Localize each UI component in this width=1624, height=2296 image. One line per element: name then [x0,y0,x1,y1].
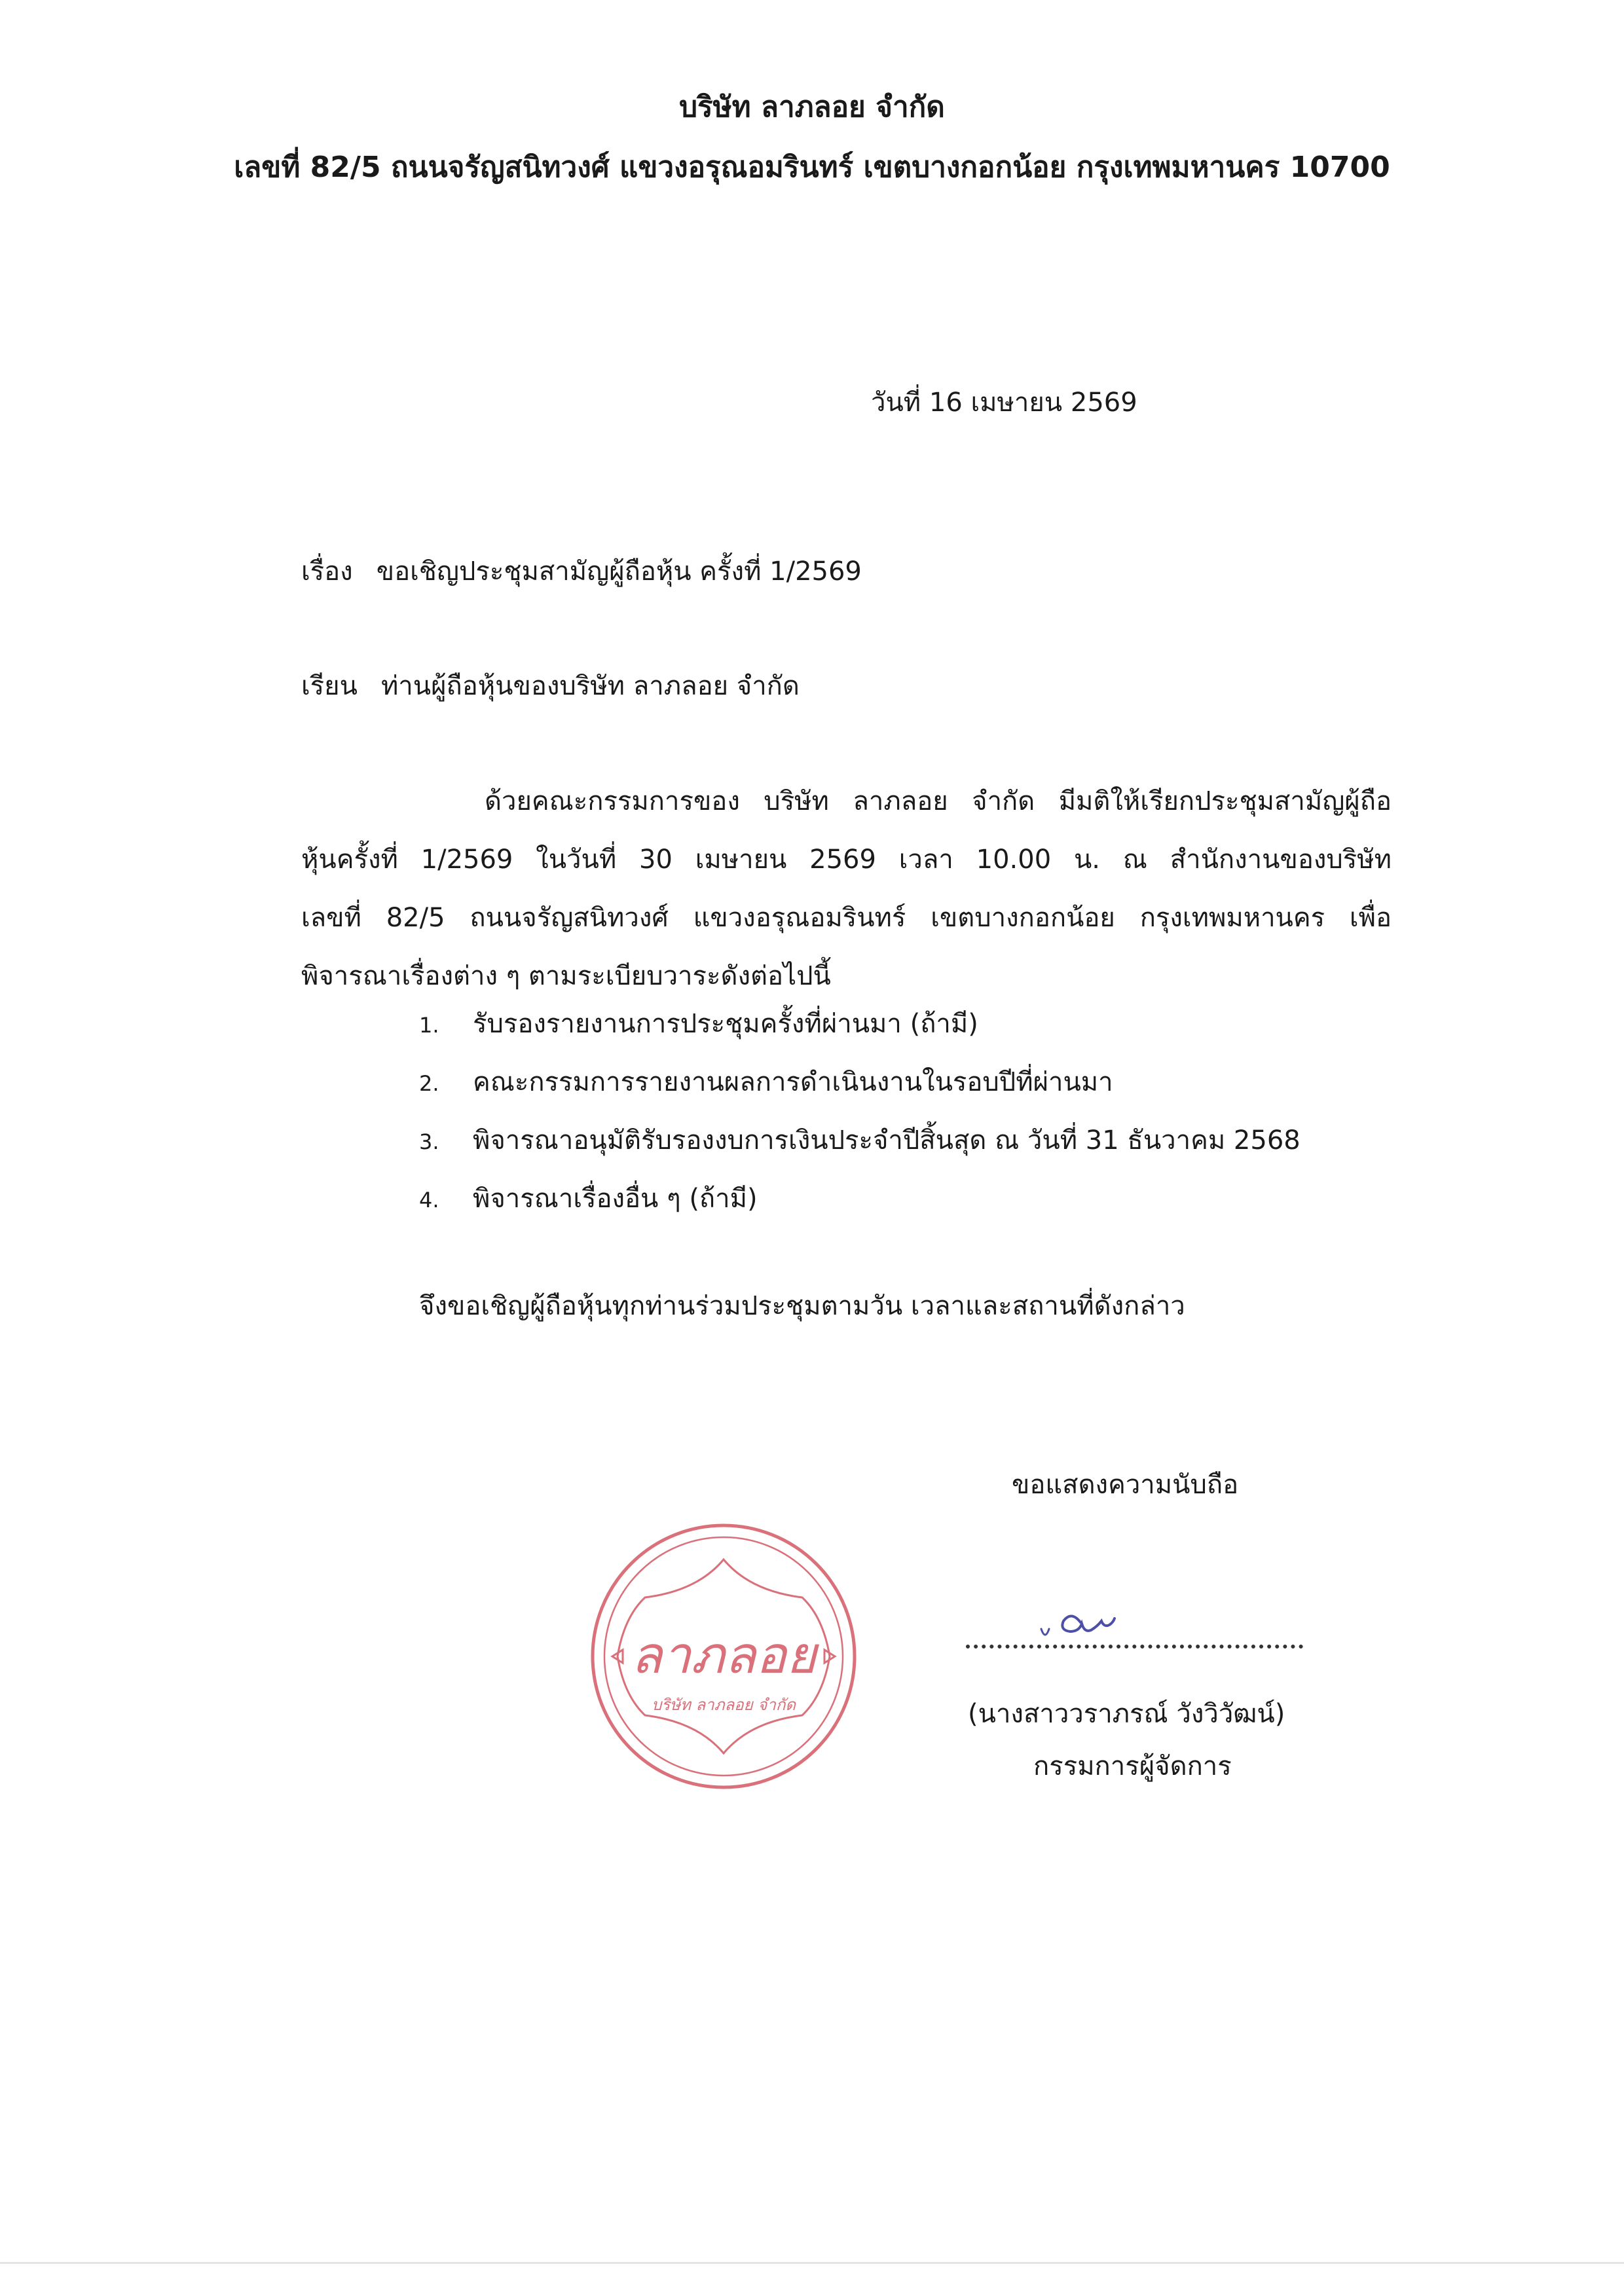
body-line: หุ้นครั้งที่ 1/2569 ในวันที่ 30 เมษายน 2569 เวลา 10.00 น. ณ สำนักงานของบริษัท [301,845,1392,875]
agenda-item [419,995,1301,1053]
agenda-item [419,1053,1301,1112]
subject-text: ขอเชิญประชุมสามัญผู้ถือหุ้น ครั้งที่ 1/2569 [376,556,862,587]
company-seal [586,1519,861,1794]
agenda-list [419,995,1301,1228]
agenda-item [419,1112,1301,1170]
agenda-number: 4. [419,1188,439,1212]
closing-line: จึงขอเชิญผู้ถือหุ้นทุกท่านร่วมประชุมตามวัน เวลาและสถานที่ดังกล่าว [419,1291,1185,1321]
agenda-text: พิจารณาเรื่องอื่น ๆ (ถ้ามี) [473,1184,758,1214]
body-paragraph [301,773,1392,1006]
scan-edge-line [0,2262,1624,2264]
seal-logo-text: ลาภลอย [631,1626,817,1685]
agenda-item [419,1170,1301,1228]
letter-date: วันที่ 16 เมษายน 2569 [871,388,1137,418]
agenda-number: 2. [419,1071,439,1096]
subject-label: เรื่อง [301,556,353,587]
regards-line: ขอแสดงความนับถือ [1012,1470,1239,1500]
signer-name: (นางสาววราภรณ์ วังวิวัฒน์) [968,1699,1285,1729]
agenda-text: พิจารณาอนุมัติรับรองงบการเงินประจำปีสิ้นสุด ณ วันที่ 31 ธันวาคม 2568 [473,1125,1301,1156]
salutation-line [301,665,800,706]
company-address: เลขที่ 82/5 ถนนจรัญสนิทวงศ์ แขวงอรุณอมรินทร์ เขตบางกอกน้อย กรุงเทพมหานคร 10700 [234,151,1390,184]
signature-line [966,1642,1303,1649]
salutation-text: ท่านผู้ถือหุ้นของบริษัท ลาภลอย จำกัด [380,671,800,701]
seal-company-text: บริษัท ลาภลอย จำกัด [652,1696,796,1714]
body-line: เลขที่ 82/5 ถนนจรัญสนิทวงศ์ แขวงอรุณอมรินทร์ เขตบางกอกน้อย กรุงเทพมหานคร เพื่อ [301,903,1392,933]
salutation-label: เรียน [301,671,358,701]
agenda-number: 3. [419,1129,439,1154]
agenda-text: รับรองรายงานการประชุมครั้งที่ผ่านมา (ถ้ามี) [473,1009,978,1039]
subject-line [301,550,862,592]
agenda-number: 1. [419,1013,439,1038]
agenda-text: คณะกรรมการรายงานผลการดำเนินงานในรอบปีที่ผ่านมา [473,1067,1113,1097]
company-name: บริษัท ลาภลอย จำกัด [679,90,945,124]
body-line: พิจารณาเรื่องต่าง ๆ ตามระเบียบวาระดังต่อไปนี้ [301,961,831,991]
body-line: ด้วยคณะกรรมการของ บริษัท ลาภลอย จำกัด มีมติให้เรียกประชุมสามัญผู้ถือ [485,786,1392,816]
signer-title: กรรมการผู้จัดการ [1033,1751,1232,1781]
